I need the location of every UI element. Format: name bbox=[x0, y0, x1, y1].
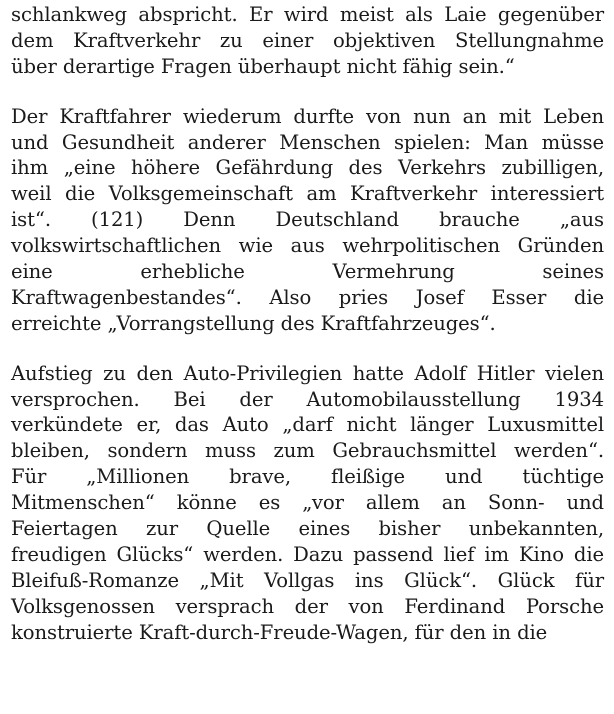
paragraph-1 bbox=[11, 2, 604, 80]
text-line: bleiben, sondern muss zum Gebrauchsmittel werden“. bbox=[11, 439, 604, 463]
text-line: konstruierte Kraft-durch-Freude-Wagen, für den in die bbox=[11, 620, 548, 644]
text-line: erreichte „Vorrangstellung des Kraftfahrzeuges“. bbox=[11, 311, 496, 335]
text-line: verkündete er, das Auto „darf nicht länger Luxusmittel bbox=[11, 413, 604, 437]
document-page bbox=[11, 0, 604, 645]
text-line: versprochen. Bei der Automobilausstellung 1934 bbox=[11, 387, 604, 411]
text-line: Mitmenschen“ könne es „vor allem an Sonn- und bbox=[11, 491, 604, 515]
text-line: Feiertagen zur Quelle eines bisher unbekannten, bbox=[11, 517, 604, 541]
text-line: ihm „eine höhere Gefährdung des Verkehrs zubilligen, bbox=[11, 156, 604, 180]
text-line: über derartige Fragen überhaupt nicht fähig sein.“ bbox=[11, 54, 515, 78]
text-line: ist“. (121) Denn Deutschland brauche „aus bbox=[11, 208, 604, 232]
text-line: dem Kraftverkehr zu einer objektiven Stellungnahme bbox=[11, 28, 604, 52]
text-line: schlankweg abspricht. Er wird meist als Laie gegenüber bbox=[11, 3, 604, 26]
text-line: und Gesundheit anderer Menschen spielen: Man müsse bbox=[11, 130, 604, 154]
paragraph-3 bbox=[11, 361, 604, 646]
text-line: volkswirtschaftlichen wie aus wehrpolitischen Gründen bbox=[11, 234, 604, 258]
text-line: weil die Volksgemeinschaft am Kraftverkehr interessiert bbox=[11, 182, 604, 206]
text-line: eine erhebliche Vermehrung seines bbox=[11, 260, 604, 284]
text-line: Volksgenossen versprach der von Ferdinand Porsche bbox=[11, 594, 604, 618]
text-line: freudigen Glücks“ werden. Dazu passend lief im Kino die bbox=[11, 542, 604, 566]
text-line: Aufstieg zu den Auto-Privilegien hatte Adolf Hitler vielen bbox=[11, 361, 604, 385]
text-line: Kraftwagenbestandes“. Also pries Josef Esser die bbox=[11, 285, 604, 309]
text-line: Der Kraftfahrer wiederum durfte von nun an mit Leben bbox=[11, 104, 604, 128]
paragraph-gap bbox=[11, 80, 604, 104]
paragraph-gap bbox=[11, 337, 604, 361]
paragraph-2 bbox=[11, 104, 604, 337]
text-line: Bleifuß-Romanze „Mit Vollgas ins Glück“. Glück für bbox=[11, 568, 604, 592]
text-line: Für „Millionen brave, fleißige und tüchtige bbox=[11, 465, 604, 489]
